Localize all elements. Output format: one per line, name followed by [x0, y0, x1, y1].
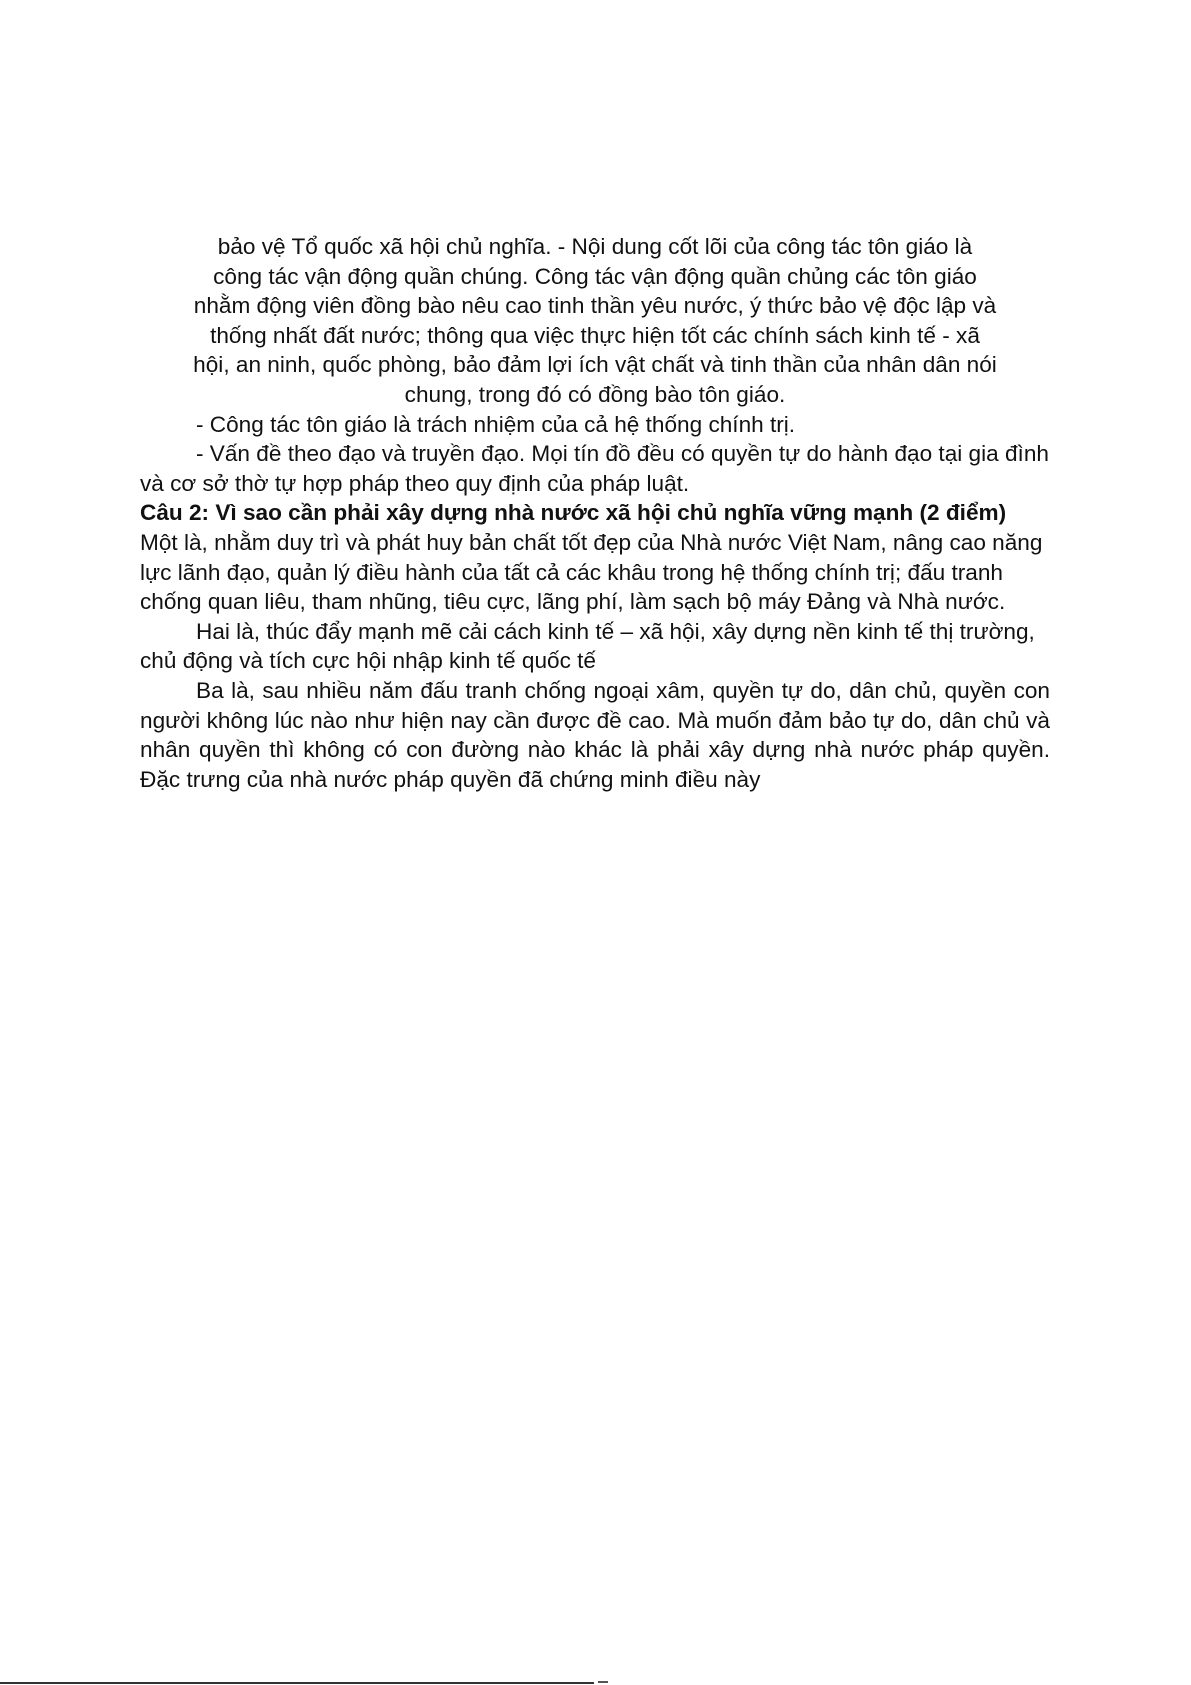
footer-mark — [598, 1681, 608, 1683]
text-line: công tác vận động quần chúng. Công tác vận động quần chủng các tôn giáo — [213, 263, 977, 289]
text-line: thống nhất đất nước; thông qua việc thực hiện tốt các chính sách kinh tế - xã — [210, 322, 980, 348]
text-line: chung, trong đó có đồng bào tôn giáo. — [404, 381, 786, 407]
answer-intro: Một là, nhằm duy trì và phát huy bản chất tốt đẹp của Nhà nước Việt Nam, nâng cao năng lực lãnh đạo, quản lý điều hành của tất cả các khâu trong hệ thống chính trị; đấu tranh chống quan liêu, tham nhũng, tiêu cực, lãng phí, làm sạch bộ máy Đảng và Nhà nước. — [140, 529, 1043, 615]
text-line: nhằm động viên đồng bào nêu cao tinh thần yêu nước, ý thức bảo vệ độc lập và — [193, 293, 997, 319]
bullet-paragraph: - Công tác tôn giáo là trách nhiệm của cả hệ thống chính trị. — [196, 411, 796, 437]
footer-rule — [0, 1682, 594, 1684]
text-line: hội, an ninh, quốc phòng, bảo đảm lợi ích vật chất và tinh thần của nhân dân nói — [193, 352, 997, 378]
question-paragraph — [140, 498, 1050, 616]
answer-paragraph-two: Hai là, thúc đẩy mạnh mẽ cải cách kinh tế – xã hội, xây dựng nền kinh tế thị trường, chủ động và tích cực hội nhập kinh tế quốc tế — [140, 618, 1035, 674]
bullet-paragraph: - Vấn đề theo đạo và truyền đạo. Mọi tín đồ đều có quyền tự do hành đạo tại gia đình và cơ sở thờ tự hợp pháp theo quy định của pháp luật. — [140, 441, 1049, 496]
question-heading: Câu 2: Vì sao cần phải xây dựng nhà nước xã hội chủ nghĩa vững mạnh (2 điểm) — [140, 500, 1007, 526]
answer-paragraph-three: Ba là, sau nhiều năm đấu tranh chống ngoại xâm, quyền tự do, dân chủ, quyền con người không lúc nào như hiện nay cần được đề cao. Mà muốn đảm bảo tự do, dân chủ và nhân quyền thì không có con đường nào khác là phải xây dựng nhà nước pháp quyền. Đặc trưng của nhà nước pháp quyền đã chứng minh điều này — [140, 677, 1050, 792]
text-line: bảo vệ Tổ quốc xã hội chủ nghĩa. - Nội dung cốt lõi của công tác tôn giáo là — [217, 234, 973, 259]
centered-paragraph — [140, 232, 1050, 410]
document-content — [140, 232, 1050, 794]
